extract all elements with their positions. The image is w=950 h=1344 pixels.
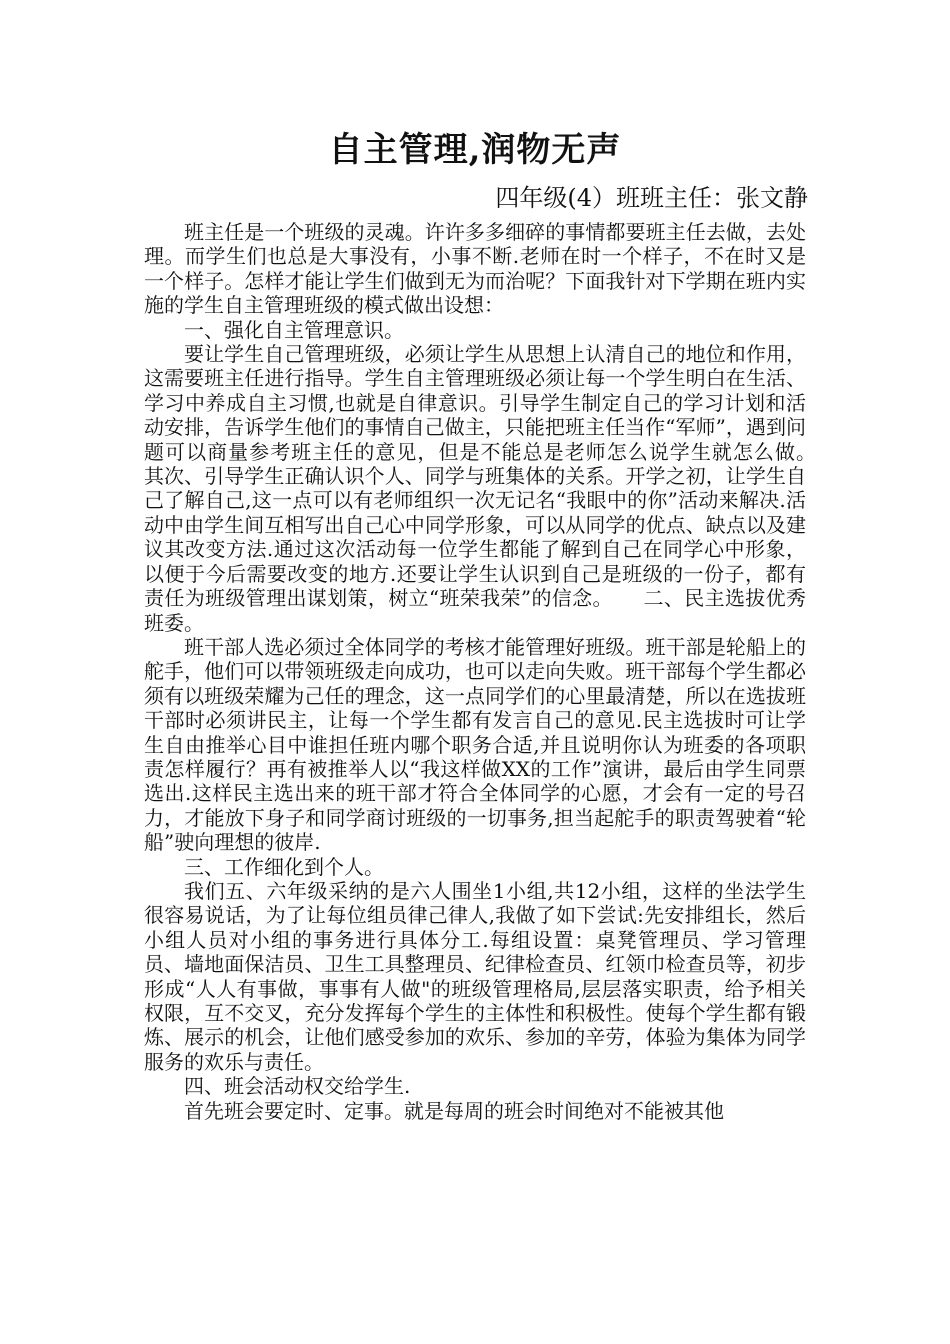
section-heading-1: 一、强化自主管理意识。 [184,317,404,342]
document-title: 自主管理,润物无声 [328,130,622,170]
author-line: 四年级(4）班班主任：张文静 [495,184,808,212]
document-body [144,220,826,1123]
section-heading-4: 四、班会活动权交给学生. [184,1074,411,1099]
paragraph-self-management: 要让学生自己管理班级，必须让学生从思想上认清自己的地位和作用，这需要班主任进行指导。学生自主管理班级必须让每一个学生明白在生活、学习中养成自主习惯,也就是自律意识。引导学生制定自己的学习计划和活动安排，告诉学生他们的事情自己做主，只能把班主任当作“军师”，遇到问题可以商量参考班主任的意见，但是不能总是老师怎么说学生就怎么做。 其次、引导学生正确认识个人、同学与班集体的关系。开学之初，让学生自己了解自己,这一点可以有老师组织一次无记名“我眼中的你”活动来解决.活动中由学生间互相写出自己心中同学形象，可以从同学的优点、缺点以及建议其改变方法.通过这次活动每一位学生都能了解到自己在同学心中形象，以便于今后需要改变的地方.还要让学生认识到自己是班级的一份子，都有责任为班级管理出谋划策，树立“班荣我荣”的信念。 二、民主选拔优秀班委。 [144,342,826,635]
paragraph-class-meeting: 首先班会要定时、定事。就是每周的班会时间绝对不能被其他 [184,1098,724,1123]
paragraph-group-work: 我们五、六年级采纳的是六人围坐1小组,共12小组，这样的坐法学生很容易说话，为了让每位组员律己律人,我做了如下尝试:先安排组长，然后小组人员对小组的事务进行具体分工.每组设置：桌凳管理员、学习管理员、墙地面保洁员、卫生工具整理员、纪律检查员、红领巾检查员等，初步形成“人人有事做，事事有人做"的班级管理格局,层层落实职责，给予相关权限，互不交叉，充分发挥每个学生的主体性和积极性。使每个学生都有锻炼、展示的机会，让他们感受参加的欢乐、参加的辛劳，体验为集体为同学服务的欢乐与责任。 [144,878,806,1074]
paragraph-class-cadre: 班干部人选必须过全体同学的考核才能管理好班级。班干部是轮船上的舵手，他们可以带领班级走向成功，也可以走向失败。班干部每个学生都必须有以班级荣耀为己任的理念，这一点同学们的心里最清楚，所以在选拔班干部时必须讲民主，让每一个学生都有发言自己的意见.民主选拔时可让学生自由推举心目中谁担任班内哪个职务合适,并且说明你认为班委的各项职责怎样履行？再有被推举人以“我这样做XX的工作”演讲，最后由学生同票选出.这样民主选出来的班干部才符合全体同学的心愿，才会有一定的号召力，才能放下身子和同学商讨班级的一切事务,担当起舵手的职责驾驶着“轮船”驶向理想的彼岸. [144,634,806,855]
section-heading-3: 三、工作细化到个人。 [184,854,384,879]
paragraph-intro: 班主任是一个班级的灵魂。许许多多细碎的事情都要班主任去做，去处理。而学生们也总是大事没有，小事不断.老师在时一个样子，不在时又是一个样子。怎样才能让学生们做到无为而治呢？下面我针对下学期在班内实施的学生自主管理班级的模式做出设想： [144,220,806,318]
